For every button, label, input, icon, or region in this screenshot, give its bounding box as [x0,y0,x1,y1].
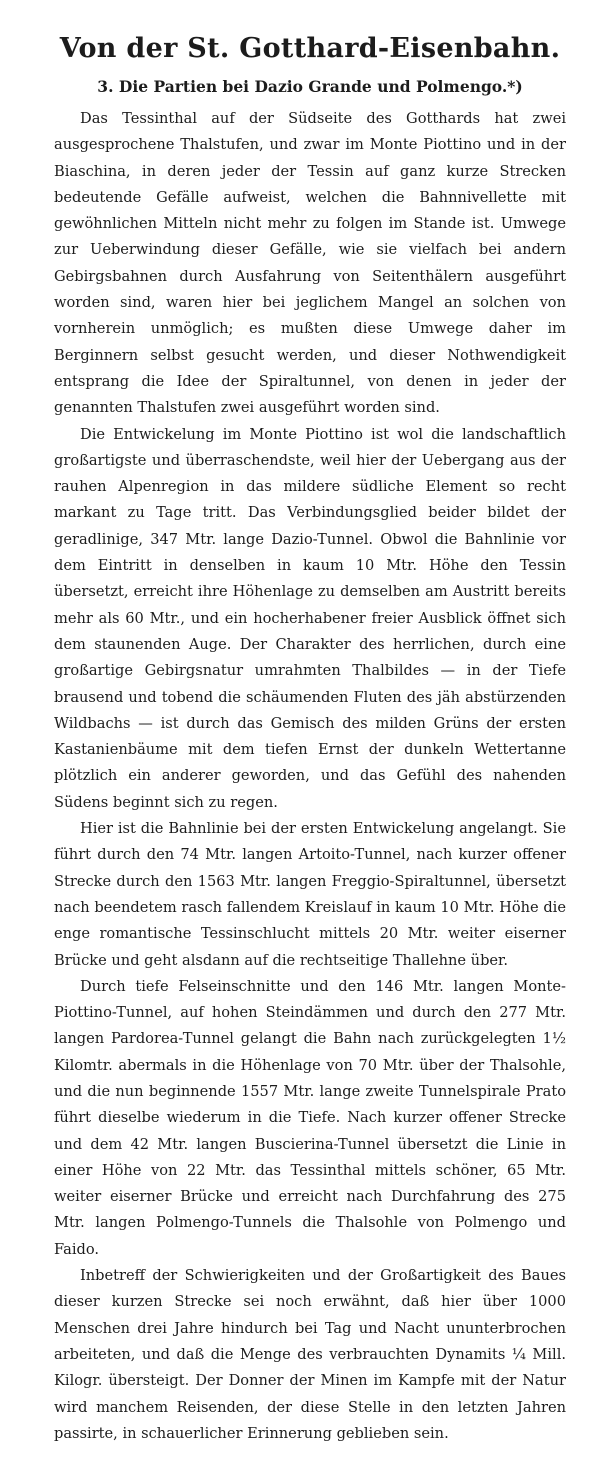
article-title: Von der St. Gotthard-Eisenbahn. [59,33,561,64]
paragraph-1: Das Tessinthal auf der Südseite des Gotthards hat zwei ausgesprochene Thalstufen, und zwar im Monte Piottino und in der Biaschina, in deren jeder der Tessin auf ganz kurze Strecken bedeutende Gefälle aufweist, welchen die Bahnnivellette mit gewöhnlichen Mitteln nicht mehr zu folgen im Stande ist. Umwege zur Ueberwindung dieser Gefälle, wie sie vielfach bei andern Gebirgsbahnen durch Ausfahrung von Seitenthälern ausgeführt worden sind, waren hier bei jeglichem Mangel an solchen von vornherein unmöglich; es mußten diese Umwege daher im Berginnern selbst gesucht werden, und dieser Nothwendigkeit entsprang die Idee der Spiraltunnel, von denen in jeder der genannten Thalstufen zwei ausgeführt worden sind. [54,110,566,417]
paragraph-2: Die Entwickelung im Monte Piottino ist wol die landschaftlich großartigste und überraschendste, weil hier der Uebergang aus der rauhen Alpenregion in das mildere südliche Element so recht markant zu Tage tritt. Das Verbindungsglied beider bildet der geradlinige, 347 Mtr. lange Dazio-Tunnel. Obwol die Bahnlinie vor dem Eintritt in denselben in kaum 10 Mtr. Höhe den Tessin übersetzt, erreicht ihre Höhenlage zu demselben am Austritt bereits mehr als 60 Mtr., und ein hocherhabener freier Ausblick öffnet sich dem staunenden Auge. Der Charakter des herrlichen, durch eine großartige Gebirgsnatur umrahmten Thalbildes — in der Tiefe brausend und tobend die schäumenden Fluten des jäh abstürzenden Wildbachs — ist durch das Gemisch des milden Grüns der ersten Kastanienbäume mit dem tiefen Ernst der dunkeln Wettertanne plötzlich ein anderer geworden, und das Gefühl des nahenden Südens beginnt sich zu regen. [54,425,566,811]
paragraph-3: Hier ist die Bahnlinie bei der ersten Entwickelung angelangt. Sie führt durch den 74 Mtr. langen Artoito-Tunnel, nach kurzer offener Strecke durch den 1563 Mtr. langen Freggio-Spiraltunnel, übersetzt nach beendetem rasch fallendem Kreislauf in kaum 10 Mtr. Höhe die enge romantische Tessinschlucht mittels 20 Mtr. weiter eiserner Brücke und geht alsdann auf die rechtseitige Thallehne über. [54,820,566,969]
article-subtitle: 3. Die Partien bei Dazio Grande und Polmengo.*) [97,77,523,96]
paragraph-5: Inbetreff der Schwierigkeiten und der Großartigkeit des Baues dieser kurzen Strecke sei noch erwähnt, daß hier über 1000 Menschen drei Jahre hindurch bei Tag und Nacht ununterbrochen arbeiteten, und daß die Menge des verbrauchten Dynamits ¼ Mill. Kilogr. übersteigt. Der Donner der Minen im Kampfe mit der Natur wird manchem Reisenden, der diese Stelle in den letzten Jahren passirte, in schauerlicher Erinnerung geblieben sein. [54,1267,566,1442]
paragraph-4: Durch tiefe Felseinschnitte und den 146 Mtr. langen Monte-Piottino-Tunnel, auf hohen Steindämmen und durch den 277 Mtr. langen Pardorea-Tunnel gelangt die Bahn nach zurückgelegten 1½ Kilomtr. abermals in die Höhenlage von 70 Mtr. über der Thalsohle, und die nun beginnende 1557 Mtr. lange zweite Tunnelspirale Prato führt dieselbe wiederum in die Tiefe. Nach kurzer offener Strecke und dem 42 Mtr. langen Buscierina-Tunnel übersetzt die Linie in einer Höhe von 22 Mtr. das Tessinthal mittels schöner, 65 Mtr. weiter eiserner Brücke und erreicht nach Durchfahrung des 275 Mtr. langen Polmengo-Tunnels die Thalsohle von Polmengo und Faido. [54,977,566,1258]
